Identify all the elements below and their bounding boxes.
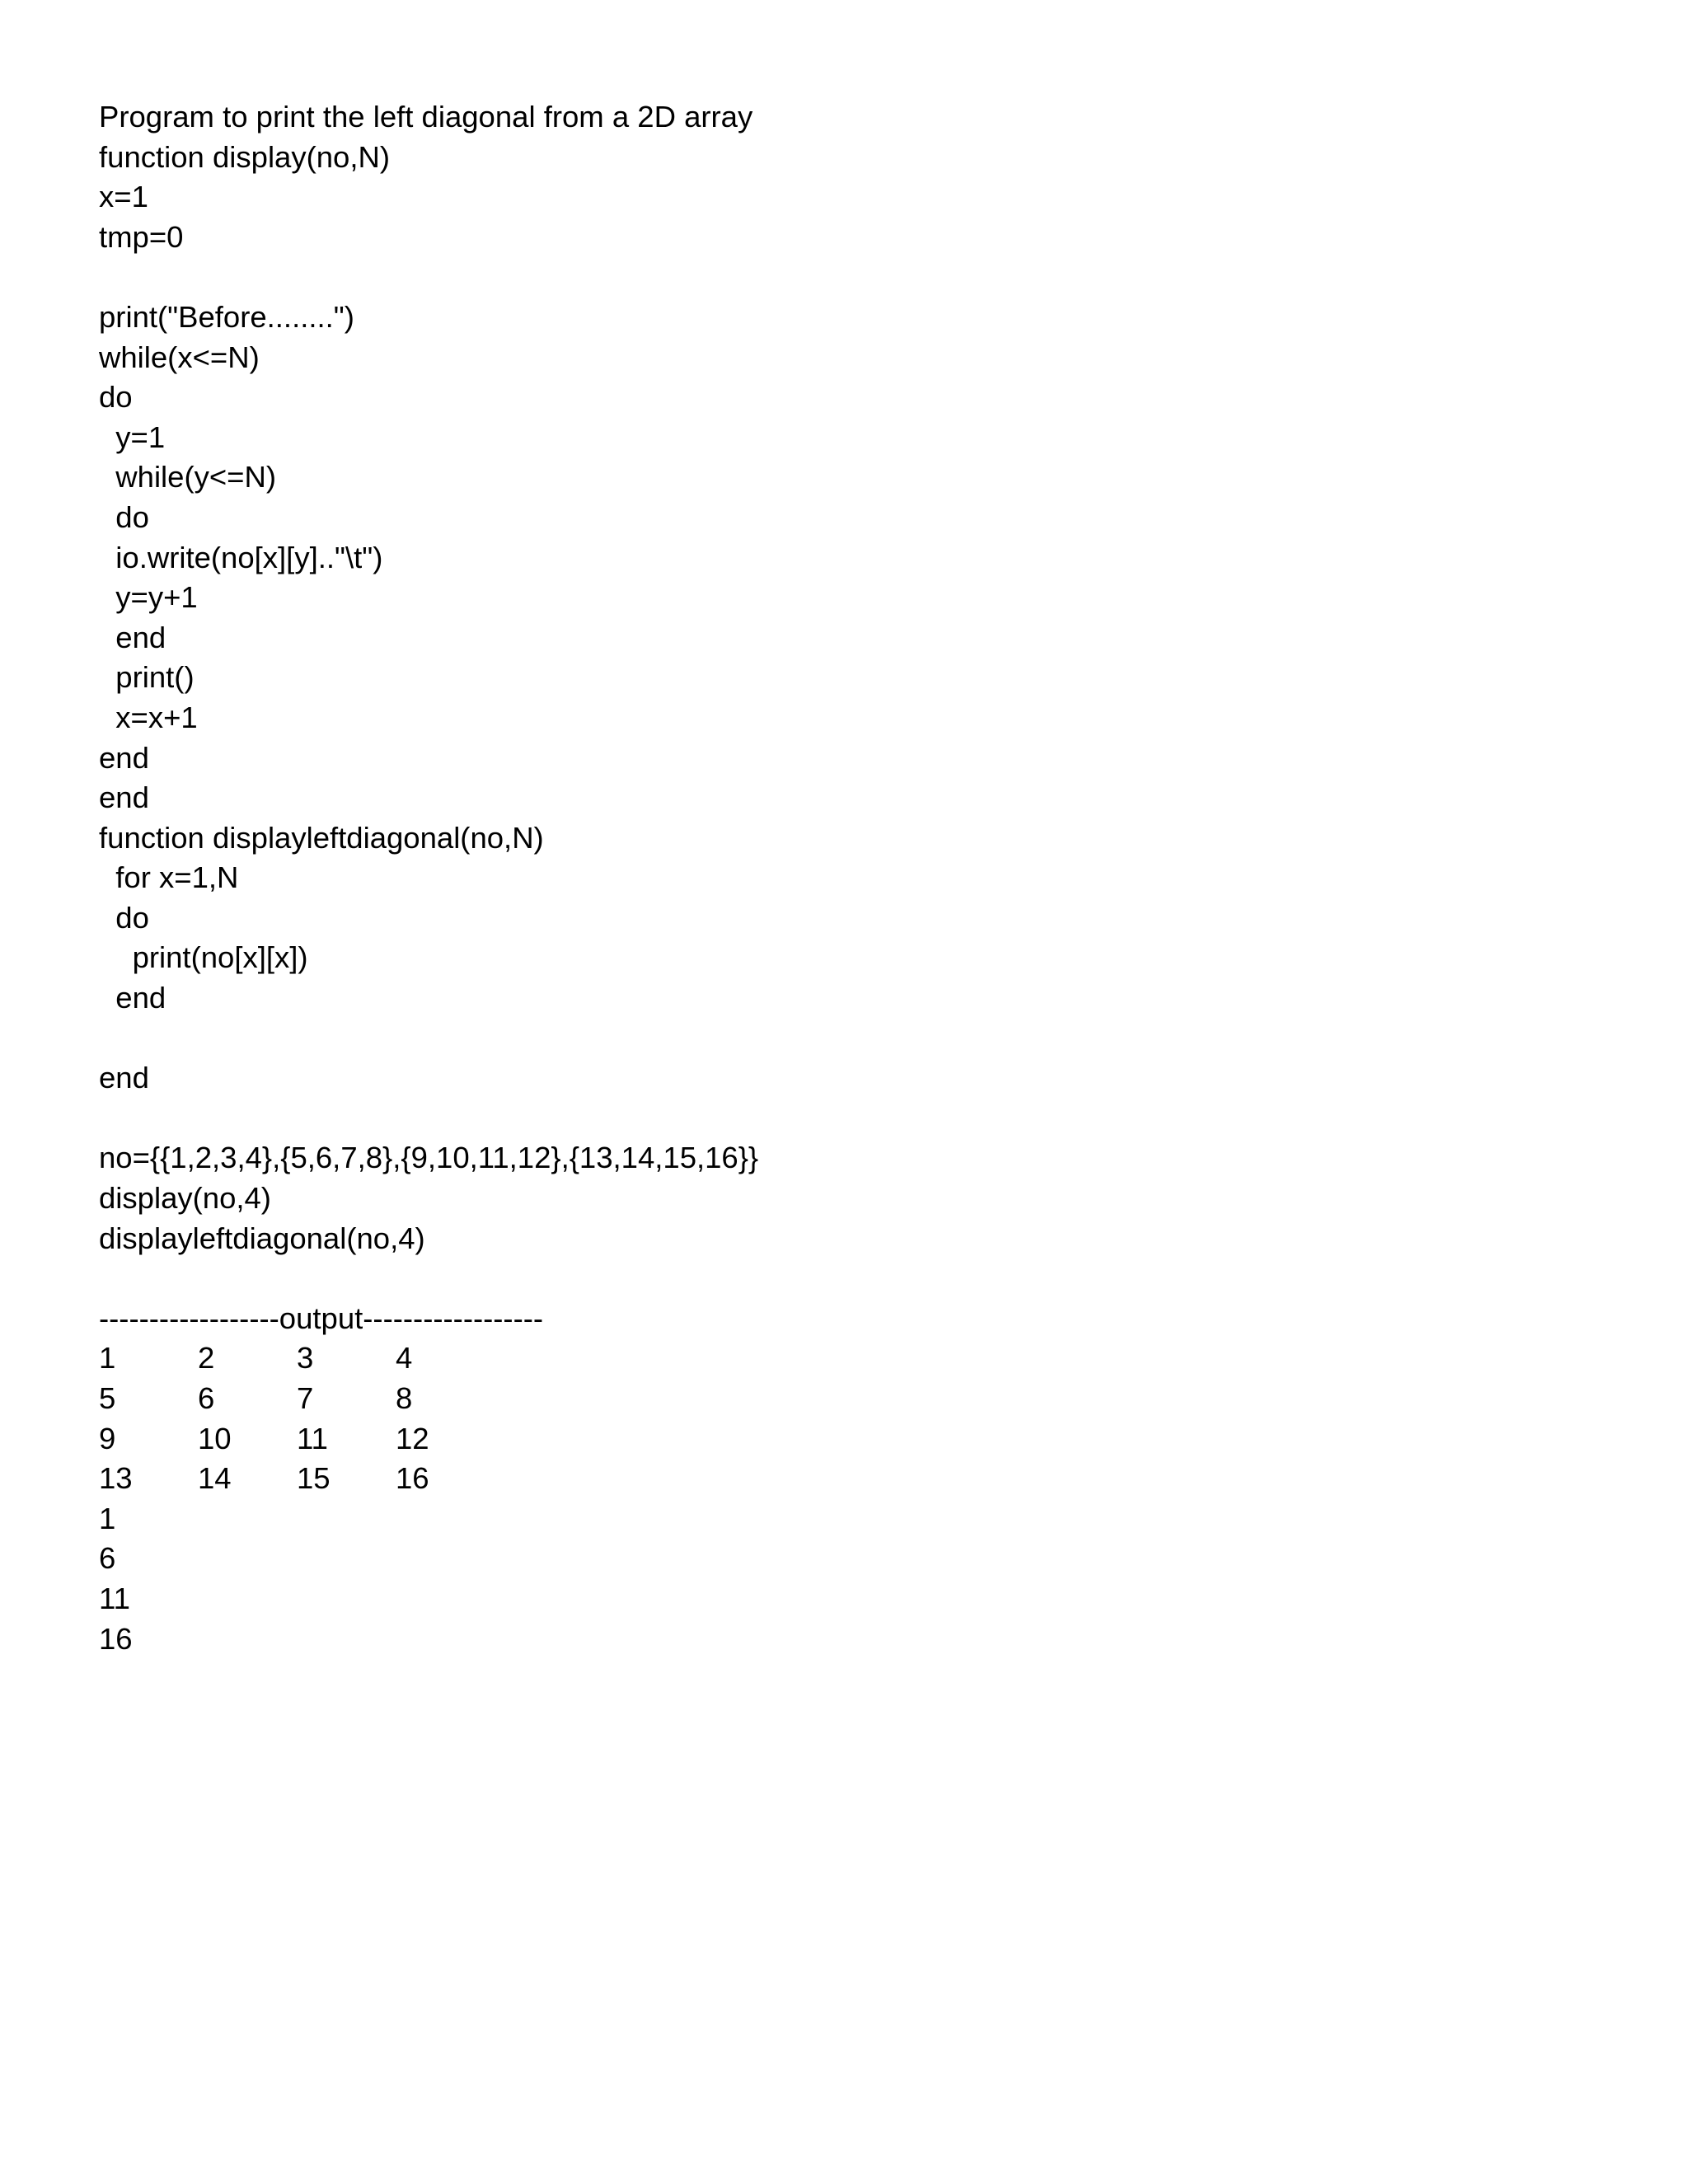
output-cell: 2 (198, 1341, 215, 1376)
code-line: y=y+1 (99, 580, 198, 615)
code-line: x=x+1 (99, 700, 198, 734)
output-matrix (99, 1338, 758, 1498)
code-line: for x=1,N (99, 860, 239, 895)
output-cell: 16 (396, 1461, 429, 1496)
code-block (99, 138, 758, 1299)
output-diagonal (99, 1499, 758, 1659)
output-cell: 15 (297, 1461, 331, 1496)
output-cell: 11 (297, 1421, 328, 1455)
output-cell: 14 (198, 1461, 232, 1496)
diagonal-value: 11 (99, 1581, 130, 1615)
output-cell: 9 (99, 1421, 116, 1455)
output-cell: 6 (198, 1381, 215, 1415)
blank-line (99, 1258, 758, 1299)
code-line: no={{1,2,3,4},{5,6,7,8},{9,10,11,12},{13,14,15,16}} (99, 1141, 759, 1175)
output-row (99, 1379, 758, 1419)
code-line: io.write(no[x][y].."\t") (99, 540, 383, 574)
output-row (99, 1419, 758, 1460)
output-row (99, 1459, 758, 1499)
blank-line (99, 257, 758, 298)
diagonal-value: 1 (99, 1501, 116, 1535)
output-cell: 3 (297, 1341, 314, 1376)
code-line: do (99, 900, 149, 935)
code-line: while(y<=N) (99, 460, 277, 494)
code-line: print() (99, 660, 195, 695)
output-cell: 12 (396, 1421, 429, 1455)
output-row (99, 1338, 758, 1379)
output-cell: 4 (396, 1341, 413, 1376)
code-line: do (99, 380, 133, 415)
code-line: print(no[x][x]) (99, 940, 308, 975)
document-page (99, 97, 758, 1659)
code-line: display(no,4) (99, 1181, 271, 1216)
code-line: x=1 (99, 180, 148, 214)
output-cell: 10 (198, 1421, 232, 1455)
code-line: displayleftdiagonal(no,4) (99, 1221, 425, 1255)
output-cell: 8 (396, 1381, 413, 1415)
code-line: y=1 (99, 419, 166, 454)
output-cell: 1 (99, 1341, 116, 1376)
blank-line (99, 1099, 758, 1139)
code-line: end (99, 740, 149, 775)
code-line: print("Before........") (99, 299, 354, 334)
document-title: Program to print the left diagonal from a 2D array (99, 100, 753, 134)
code-line: tmp=0 (99, 219, 184, 254)
code-line: do (99, 499, 149, 534)
code-line: end (99, 780, 149, 815)
output-cell: 7 (297, 1381, 314, 1415)
code-line: function display(no,N) (99, 139, 391, 174)
code-line: while(x<=N) (99, 340, 260, 374)
code-line: end (99, 981, 166, 1015)
blank-line (99, 1019, 758, 1059)
output-cell: 5 (99, 1381, 116, 1415)
code-line: function displayleftdiagonal(no,N) (99, 820, 544, 855)
diagonal-value: 6 (99, 1541, 116, 1576)
diagonal-value: 16 (99, 1621, 133, 1656)
output-cell: 13 (99, 1461, 133, 1496)
code-line: end (99, 1061, 149, 1095)
output-separator: ------------------output------------------ (99, 1301, 544, 1335)
code-line: end (99, 620, 166, 654)
